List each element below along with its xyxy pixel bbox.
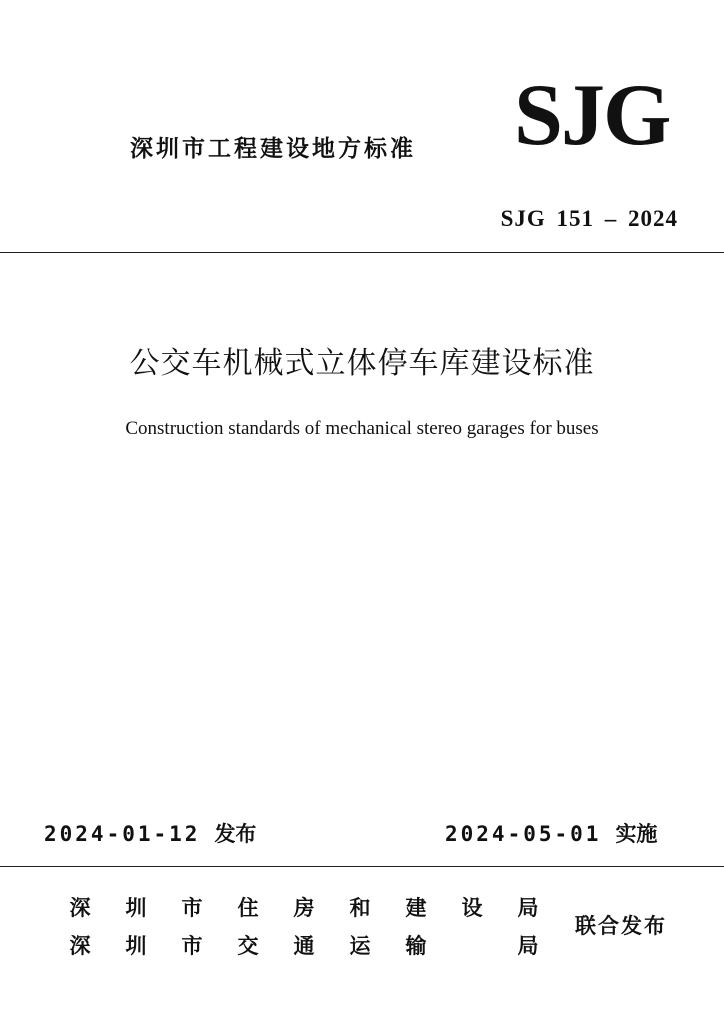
sjg-logo: SJG (514, 67, 670, 164)
issuer-char: 运 (349, 934, 371, 958)
issuer-char: 建 (405, 896, 427, 920)
issuer-char: 交 (237, 934, 259, 958)
document-title-english: Construction standards of mechanical stereo garages for buses (125, 418, 599, 439)
bottom-divider (0, 866, 724, 867)
effective-label: 实施 (615, 822, 658, 846)
issuer-char: 局 (517, 896, 539, 920)
publish-label: 发布 (214, 822, 257, 846)
issuer-char: 市 (181, 896, 203, 920)
effective-info (445, 818, 657, 848)
issuer-char: 住 (237, 896, 259, 920)
document-title-chinese: 公交车机械式立体停车库建设标准 (129, 346, 595, 381)
joint-issue-label: 联合发布 (575, 914, 667, 938)
issuer-char: 输 (405, 934, 427, 958)
issuer-spacer (458, 930, 486, 960)
issuer-transport-bureau (66, 930, 542, 960)
publish-date: 2024-01-12 (44, 822, 201, 846)
issuer-char: 局 (517, 934, 539, 958)
issuer-housing-bureau (66, 892, 542, 922)
standard-code: SJG 151 – 2024 (500, 206, 678, 231)
issuer-char: 市 (181, 934, 203, 958)
publish-info (44, 818, 256, 848)
top-divider (0, 252, 724, 253)
issuer-char: 圳 (125, 934, 147, 958)
issuer-char: 深 (69, 896, 91, 920)
issuer-char: 圳 (125, 896, 147, 920)
effective-date: 2024-05-01 (445, 822, 602, 846)
standard-series-label: 深圳市工程建设地方标准 (130, 136, 416, 162)
issuer-char: 深 (69, 934, 91, 958)
issuer-char: 房 (293, 896, 315, 920)
issuer-char: 和 (349, 896, 371, 920)
issuer-char: 通 (293, 934, 315, 958)
issuer-char: 设 (461, 896, 483, 920)
